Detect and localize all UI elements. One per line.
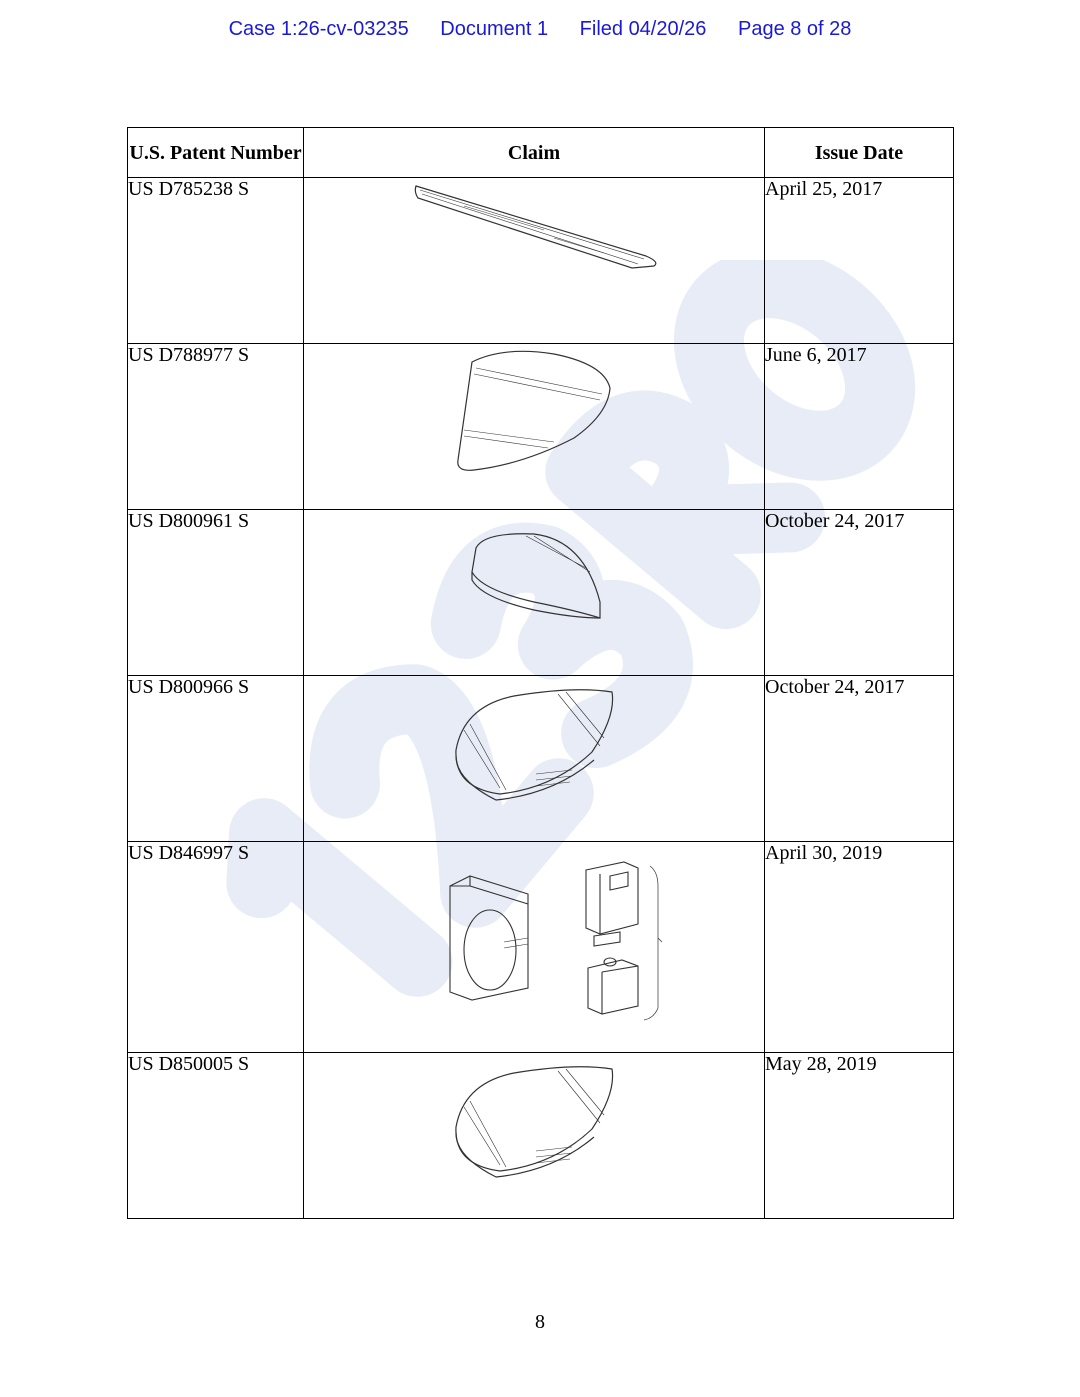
patent-number: US D850005 S [128, 1053, 304, 1219]
table-row [128, 344, 954, 510]
claim-cell [304, 842, 765, 1053]
teardrop-disc-drawing [304, 510, 765, 674]
issue-date: October 24, 2017 [765, 510, 954, 676]
document-number: Document 1 [440, 18, 549, 40]
table-row [128, 842, 954, 1053]
table-row [128, 178, 954, 344]
elongated-strip-drawing [304, 178, 765, 342]
issue-date: June 6, 2017 [765, 344, 954, 510]
patent-number: US D788977 S [128, 344, 304, 510]
table-row [128, 676, 954, 842]
table-row [128, 510, 954, 676]
claim-cell [304, 344, 765, 510]
column-header-patent-number: U.S. Patent Number [128, 128, 304, 178]
dispenser-assembly-drawing [304, 842, 765, 1051]
table-header-row [128, 128, 954, 178]
issue-date: April 25, 2017 [765, 178, 954, 344]
page-of-total: Page 8 of 28 [737, 18, 852, 40]
patent-number: US D800966 S [128, 676, 304, 842]
patent-number: US D800961 S [128, 510, 304, 676]
patent-table [127, 127, 954, 1219]
teardrop-plate-drawing [304, 344, 765, 508]
teardrop-dome-drawing [304, 676, 765, 840]
table-row [128, 1053, 954, 1219]
case-header [0, 18, 1080, 41]
issue-date: October 24, 2017 [765, 676, 954, 842]
claim-cell [304, 510, 765, 676]
claim-cell [304, 178, 765, 344]
page-number: 8 [535, 1311, 545, 1333]
claim-cell [304, 676, 765, 842]
issue-date: April 30, 2019 [765, 842, 954, 1053]
column-header-issue-date: Issue Date [765, 128, 954, 178]
issue-date: May 28, 2019 [765, 1053, 954, 1219]
filed-date: Filed 04/20/26 [579, 18, 707, 40]
case-number: Case 1:26-cv-03235 [228, 18, 409, 40]
teardrop-dome-drawing [304, 1053, 765, 1217]
claim-cell [304, 1053, 765, 1219]
column-header-claim: Claim [304, 128, 765, 178]
patent-number: US D846997 S [128, 842, 304, 1053]
patent-number: US D785238 S [128, 178, 304, 344]
